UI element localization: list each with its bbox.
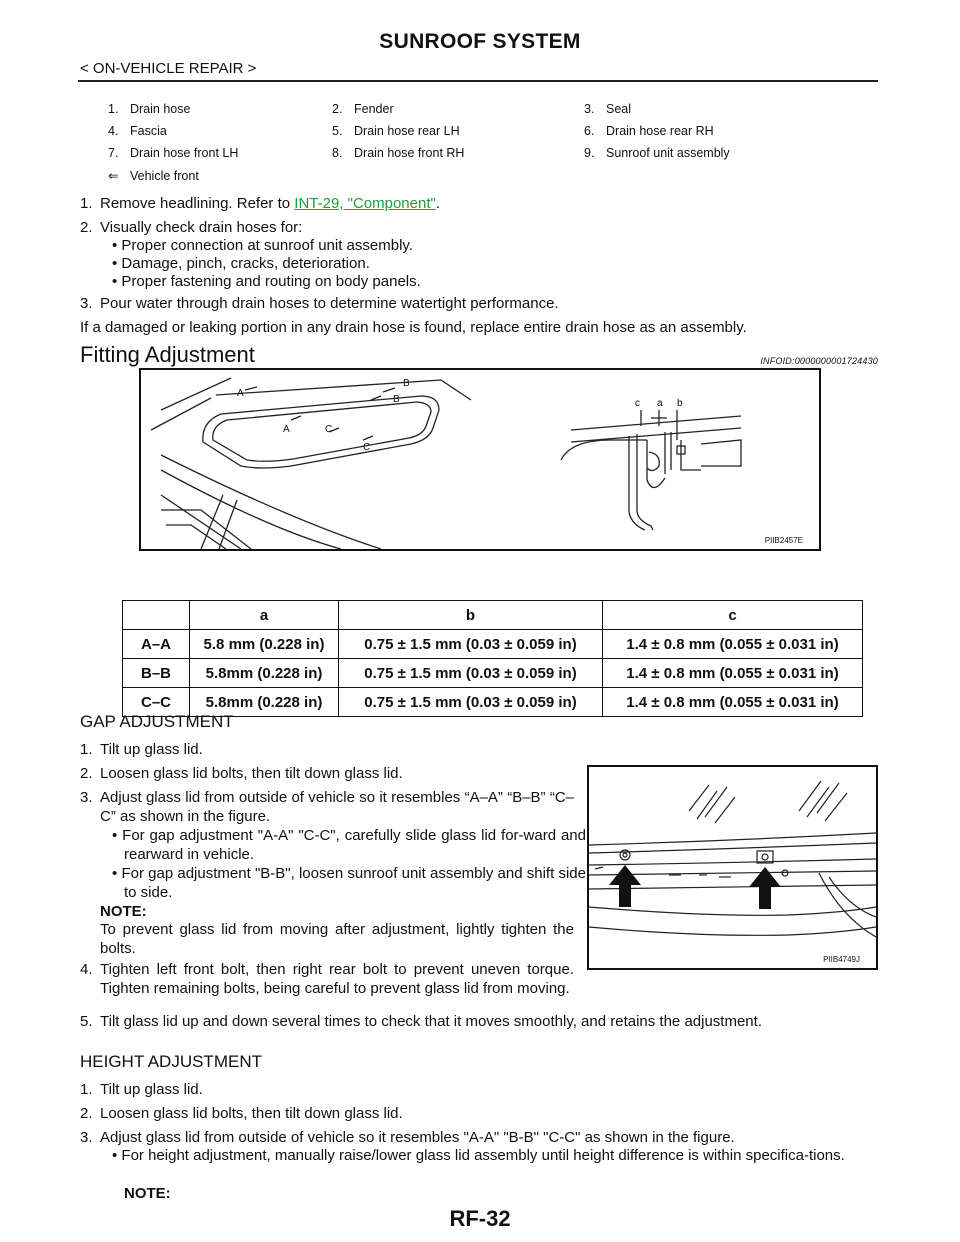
table-header: c	[603, 601, 863, 630]
drain-step-3: 3. Pour water through drain hoses to determine watertight performance.	[80, 295, 559, 312]
legend-item: 8. Drain hose front RH	[332, 146, 465, 160]
table-cell: 1.4 ± 0.8 mm (0.055 ± 0.031 in)	[603, 630, 863, 659]
table-cell: 1.4 ± 0.8 mm (0.055 ± 0.031 in)	[603, 688, 863, 717]
table-header-row	[123, 601, 863, 630]
legend-item: 2. Fender	[332, 102, 394, 116]
height-step-2: 2. Loosen glass lid bolts, then tilt down glass lid.	[80, 1105, 403, 1122]
note-text: To prevent glass lid from moving after adjustment, lightly tighten the bolts.	[100, 921, 574, 957]
height-step-1: 1. Tilt up glass lid.	[80, 1081, 203, 1098]
table-cell: 5.8 mm (0.228 in)	[190, 630, 339, 659]
table-row	[123, 630, 863, 659]
legend-item: 5. Drain hose rear LH	[332, 124, 460, 138]
legend-item: 6. Drain hose rear RH	[584, 124, 714, 138]
table-cell: 1.4 ± 0.8 mm (0.055 ± 0.031 in)	[603, 659, 863, 688]
table-header: a	[190, 601, 339, 630]
drain-step-2-bullet: • Damage, pinch, cracks, deterioration.	[112, 255, 370, 272]
fitting-spec-table	[122, 600, 863, 717]
drain-replace-note: If a damaged or leaking portion in any drain hose is found, replace entire drain hose as an assembly.	[80, 319, 747, 336]
note-label: NOTE:	[124, 1185, 171, 1202]
height-step-3-bullet: • For height adjustment, manually raise/lower glass lid assembly until height difference is within specifica-tions.	[112, 1147, 845, 1164]
table-cell: 0.75 ± 1.5 mm (0.03 ± 0.059 in)	[339, 659, 603, 688]
drain-step-2-bullet: • Proper connection at sunroof unit assembly.	[112, 237, 413, 254]
legend-item: 3. Seal	[584, 102, 632, 116]
label-C: C	[325, 424, 333, 435]
legend-row	[108, 102, 868, 124]
table-row	[123, 659, 863, 688]
component-legend	[108, 102, 868, 190]
header-divider	[78, 80, 878, 82]
legend-row	[108, 124, 868, 146]
ref-link-int-29[interactable]: INT-29, "Component"	[294, 195, 436, 212]
table-cell: 0.75 ± 1.5 mm (0.03 ± 0.059 in)	[339, 630, 603, 659]
sunroof-fitting-drawing	[141, 370, 819, 549]
arrow-left-icon: ⇐	[108, 169, 119, 183]
gap-adjustment-heading: GAP ADJUSTMENT	[80, 712, 234, 731]
table-cell: 5.8mm (0.228 in)	[190, 659, 339, 688]
note-label: NOTE:	[100, 903, 147, 920]
table-header	[123, 601, 190, 630]
gap-step-3-bullet: • For gap adjustment "A-A" "C-C", carefully slide glass lid for-ward and rearward in vehicle.	[112, 827, 586, 863]
gap-step-2: 2. Loosen glass lid bolts, then tilt down glass lid.	[80, 765, 403, 782]
table-cell: 0.75 ± 1.5 mm (0.03 ± 0.059 in)	[339, 688, 603, 717]
legend-row	[108, 146, 868, 168]
figure-code: PIIB2457E	[764, 536, 803, 545]
table-cell: 5.8mm (0.228 in)	[190, 688, 339, 717]
height-adjustment-heading: HEIGHT ADJUSTMENT	[80, 1052, 262, 1071]
breadcrumb: < ON-VEHICLE REPAIR >	[80, 60, 257, 77]
table-cell: B–B	[123, 659, 190, 688]
table-cell: A–A	[123, 630, 190, 659]
drain-step-2: 2. Visually check drain hoses for:	[80, 219, 303, 236]
gap-step-1: 1. Tilt up glass lid.	[80, 741, 203, 758]
glass-lid-bolts-drawing	[589, 767, 876, 968]
legend-item: 4. Fascia	[108, 124, 167, 138]
label-a: a	[657, 398, 663, 409]
figure-code: PIIB4749J	[823, 955, 860, 964]
bolt-location-figure	[587, 765, 878, 970]
page-number: RF-32	[449, 1206, 511, 1231]
section-heading: Fitting Adjustment	[80, 342, 255, 367]
drain-step-2-bullet: • Proper fastening and routing on body panels.	[112, 273, 421, 290]
legend-item-vehicle-front: ⇐ Vehicle front	[108, 169, 199, 183]
page-title: SUNROOF SYSTEM	[379, 30, 581, 53]
legend-item: 1. Drain hose	[108, 102, 191, 116]
table-header: b	[339, 601, 603, 630]
label-A: A	[237, 388, 244, 399]
drain-step-1: 1. Remove headlining. Refer to INT-29, "Component".	[80, 195, 441, 212]
label-C: C	[363, 442, 371, 453]
label-B: B	[393, 394, 400, 405]
info-id: INFOID:0000000001724430	[760, 356, 878, 366]
legend-row	[108, 168, 868, 190]
label-A: A	[283, 424, 290, 435]
label-B: B	[403, 378, 410, 389]
gap-step-5: 5. Tilt glass lid up and down several times to check that it moves smoothly, and retains the adjustment.	[80, 1013, 762, 1030]
label-b: b	[677, 398, 683, 409]
arrow-up-icon	[609, 865, 641, 907]
gap-step-4: 4. Tighten left front bolt, then right rear bolt to prevent uneven torque. Tighten remaining bolts, being careful to prevent glass lid from moving.	[80, 961, 574, 997]
legend-item: 9. Sunroof unit assembly	[584, 146, 730, 160]
table-cell: C–C	[123, 688, 190, 717]
fitting-adjustment-figure	[139, 368, 821, 551]
height-step-3: 3. Adjust glass lid from outside of vehicle so it resembles "A-A" "B-B" "C-C" as shown in the figure.	[80, 1129, 735, 1146]
gap-step-3-bullet: • For gap adjustment "B-B", loosen sunroof unit assembly and shift side to side.	[112, 865, 586, 901]
gap-step-3: 3. Adjust glass lid from outside of vehicle so it resembles “A–A” “B–B” “C–C” as shown in the figure.	[80, 789, 574, 825]
label-c: c	[635, 398, 640, 409]
legend-item: 7. Drain hose front LH	[108, 146, 239, 160]
